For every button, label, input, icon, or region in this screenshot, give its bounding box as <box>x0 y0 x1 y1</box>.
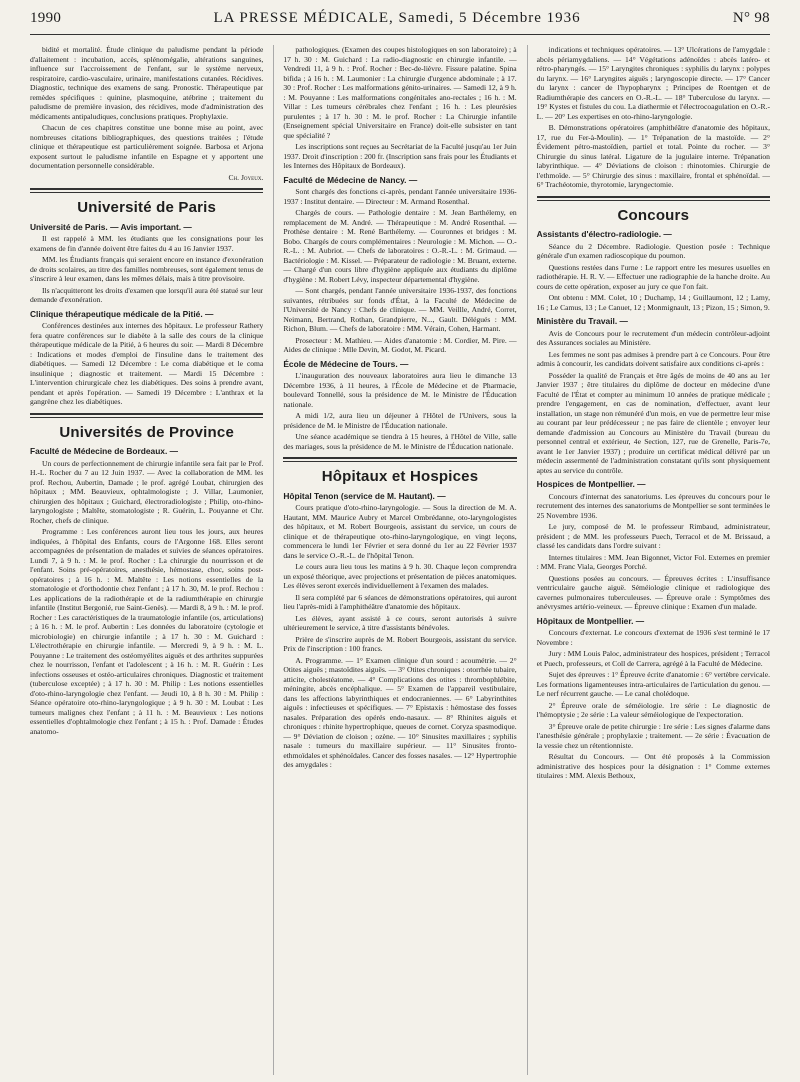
section-title-universites-province: Universités de Province <box>59 423 234 441</box>
paragraph: 3° Épreuve orale de petite chirurgie : 1re série : Les signes d'alarme dans l'anesthésie générale ; prophylaxie ; traitement. — 2e série : Évacuation de la vessie chez un rétentionniste. <box>536 721 770 750</box>
item-heading: Faculté de Médecine de Bordeaux. — <box>30 446 178 456</box>
column-3 <box>527 45 770 1075</box>
paragraph: Prosecteur : M. Mathieu. — Aides d'anatomie : M. Cordier, M. Pire. — Aides de clinique : Mlle Devin, M. Godot, M. Picard. <box>283 335 517 354</box>
paragraph: Les élèves, ayant assisté à ce cours, seront autorisés à suivre ultérieurement le service, à titre d'assistants bénévoles. <box>283 613 517 632</box>
section-title-hopitaux: Hôpitaux et Hospices <box>321 468 479 485</box>
page-year: 1990 <box>30 10 62 26</box>
paragraph: Les inscriptions sont reçues au Secrétariat de la Faculté jusqu'au 1er Juin 1937. Droit d'inscription : 200 fr. (Inscription sans frais pour les Étudiants et les Internes des Hôpitaux de Bordeaux). <box>283 142 517 170</box>
paragraph: Chacun de ces chapitres constitue une bonne mise au point, avec nombreuses citations bibliographiques, des questions traitées ; l'étude clinique et thérapeutique est particulièrement soignée. Barbosa et Arjona exposent surtout le paludisme infantile en Espagne et y apportent une documentation personnelle considérable. <box>30 123 264 170</box>
column-2 <box>273 45 516 1075</box>
paragraph: Jury : MM Louis Paloc, administrateur des hospices, président ; Terracol et Puech, professeurs, et Coll de Carrera, agrégé à la Faculté de Médecine. <box>536 649 770 668</box>
journal-title: LA PRESSE MÉDICALE, Samedi, 5 Décembre 1936 <box>213 10 581 26</box>
paragraph: L'inauguration des nouveaux laboratoires aura lieu le dimanche 13 Décembre 1936, à 11 heures, à l'École de Médecine et de Pharmacie, boulevard Tonnellé, sous la présidence de M. le Ministre de l'Éducation nationale. <box>283 371 517 409</box>
paragraph: Prière de s'inscrire auprès de M. Robert Bourgeois, assistant du service. Prix de l'inscription : 100 francs. <box>283 634 517 653</box>
paragraph: pathologiques. (Examen des coupes histologiques en son laboratoire) ; à 17 h. 30 : M. Guichard : La radio-diagnostic en chirurgie infantile. — Vendredi 11, à 9 h. : Prof. Rocher : Bec-de-lièvre. Fissure palatine. Spina bifida ; à 16 h. : M. Laumonier : La chirurgie d'urgence abdominale ; à 17. 30 : Prof. Rocher : Les malformations génito-urinaires. — Samedi 12, à 9 h. : M. Pouyanne : Les malformations congénitales ano-rectales ; 16 h. : M. Villar : Les tumeurs cérébrales chez l'enfant ; 16 h. : Les pleurésies purulentes ; à 17 h. 30 : M. le prof. Rocher : La Chirurgie infantile (Enseignement spécial Universitaire en France) doit-elle subsister en tant que spécialité ? <box>283 45 517 140</box>
paragraph: A midi 1/2, aura lieu un déjeuner à l'Hôtel de l'Univers, sous la présidence de M. le Ministre de l'Éducation nationale. <box>283 411 517 430</box>
paragraph: Le jury, composé de M. le professeur Rimbaud, administrateur, président ; de MM. les professeurs Puech, Terracol et de M. Brissaud, a classé les candidats dans l'ordre suivant : <box>536 522 770 550</box>
paragraph: 2° Épreuve orale de séméiologie. 1re série : Le diagnostic de l'hémoptysie ; 2e série : La valeur séméiologique de l'expectoration. <box>536 700 770 719</box>
section-divider <box>30 413 263 418</box>
section-divider <box>30 188 263 193</box>
paragraph: Un cours de perfectionnement de chirurgie infantile sera fait par le Prof. H.-L. Rocher du 7 au 12 Juin 1937. — Avec la collaboration de MM. les prof. Rechou, Aubertin, Damade ; le prof. agrégé Loubat, chirurgien des hôpitaux ; MM. Beauvieux, ophtalmologiste ; J. Villar, Laumonier, chirurgien des hôpitaux ; Guichard, électroradiologiste ; Philip, oto-rhino-laryngologiste ; Maltête, stomatologiste ; R. Guérin, L. Pouyanne et Chr. Rocher, chefs de clinique. <box>30 458 264 525</box>
paragraph: Les femmes ne sont pas admises à prendre part à ce Concours. Pour être admis à concourir, les candidats doivent satisfaire aux conditions ci-après : <box>536 349 770 368</box>
paragraph: Sont chargés des fonctions ci-après, pendant l'année universitaire 1936-1937 : Institut dentaire. — Directeur : M. Armand Rosenthal. <box>283 187 517 206</box>
item-heading: Faculté de Médecine de Nancy. — <box>283 174 418 185</box>
paragraph: — Sont chargés, pendant l'année universitaire 1936-1937, des fonctions suivantes, rétribuées sur fonds d'État, à la Faculté de Médecine de l'Université de Nancy : Chefs de clinique. — MM. Veillle, André, Corret, Neimann, Bertrand, Rothan, Grandpierre, N..., Gault. Délégués : MM. Richon, Blum. — Chefs de laboratoire : MM. Vérain, Cohen, Harmant. <box>283 286 517 333</box>
paragraph: Concours d'internat des sanatoriums. Les épreuves du concours pour le recrutement des internes des sanatoriums de Montpellier se sont terminées le 25 Novembre 1936. <box>536 491 770 520</box>
signature: Ch. Joyeux. <box>228 172 264 182</box>
paragraph: MM. les Étudiants français qui seraient encore en instance d'exonération de droits scolaires, au titre des familles nombreuses, sont également tenus de s'inscrire à leur examen, dans les mêmes délais, mais à titre provisoire. <box>30 255 264 283</box>
paragraph: Questions posées au concours. — Épreuves écrites : L'insuffisance ventriculaire gauche aiguë. Séméiologie clinique et radiologique des cavernes pulmonaires tuberculeuses. — Épreuve orale : Symptômes des anévrysmes artério-veineux. — Épreuve clinique : Examen d'un malade. <box>536 573 770 611</box>
section-divider <box>537 196 770 201</box>
paragraph: Résultat du Concours. — Ont été proposés à la Commission administrative des hospices pour la désignation : 1° Comme externes titulaires : MM. Alexis Bethoux, <box>536 752 770 780</box>
item-heading: Ministère du Travail. — <box>536 316 628 326</box>
paragraph: Conférences destinées aux internes des hôpitaux. Le professeur Rathery fera quatre conférences sur le diabète à la salle des cours de la clinique thérapeutique médicale de la Pitié, à 6 heures du soir. — Mardi 8 Décembre : Indications et modes d'emploi de l'insuline dans le traitement des diabétiques. — Samedi 12 Décembre : Le coma diabétique et le coma insulinique ; diagnostic et traitement. — Mardi 15 Décembre : L'intervention chirurgicale chez les diabétiques. Des soins à prendre avant, pendant et après l'opération. — Samedi 19 Décembre : L'anthrax et la gangrène chez les diabétiques. <box>30 321 264 406</box>
paragraph: Chargés de cours. — Pathologie dentaire : M. Jean Barthélemy, en remplacement de M. André. — Thérapeutique : M. André Rosenthal. — Prothèse dentaire : M. René Barthélemy. — Couronnes et bridges : M. Bobo. Chargés de cours complémentaires : Neurologie : M. Michon. — O.-R.-L. : M. Aubriot. — Chefs de laboratoires : O.-R.-L. : M. Grimaud. — Bactériologie : M. Kissel. — Préparateur de radiologie : M. Bruant, externe. — Chargé d'un cours libre d'hygiène appliquée aux étudiants du diplôme d'hygiène : M. Robert Lévy, inspecteur départemental d'hygiène. <box>283 208 517 284</box>
paragraph: Avis de Concours pour le recrutement d'un médecin contrôleur-adjoint des Assurances sociales au Ministère. <box>536 328 770 347</box>
issue-number: N° 98 <box>732 10 770 26</box>
paragraph: B. Démonstrations opératoires (amphithéâtre d'anatomie des hôpitaux, 17, rue du Fer-à-Moulin). — 1° Trépanation de la mastoïde. — 2° Évidement pétro-mastoïdien, partiel et total. Pointe du rocher. — 3° Chirurgie du sinus latéral. Ligature de la jugulaire interne. Trépanation labyrinthique. — 4° Déviations de cloison : rhinotomies. Chirurgie de l'ethmoïde. — 5° Chirurgie des sinus : maxillaire, frontal et sphénoïdal. — 6° Trachéotomie, thyrotomie, laryngectomie. <box>536 123 770 189</box>
section-title-universite-paris: Université de Paris <box>77 199 217 216</box>
paragraph: indications et techniques opératoires. — 13° Ulcérations de l'amygdale : abcès périamygdaliens. — 14° Végétations adénoïdes : abcès latéro- et rétro-pharyngés. — 15° Laryngites chroniques : syphilis du larynx : polypes du larynx. — 16° Laryngites aiguës ; laryngoscopie directe. — 17° Cancer du larynx : cancer de l'hypopharynx ; Principes de Roentgen et de Radiumthérapie des cancers en O.-R.-L. — 18° Tuberculose du larynx. — 19° Kystes et fistules du cou. La diathermie et l'électrocoagulation en O.-R.-L. — 20° Les expertises en oto-rhino-laryngologie. <box>536 45 770 121</box>
section-title-concours: Concours <box>617 206 690 224</box>
paragraph: Le cours aura lieu tous les matins à 9 h. 30. Chaque leçon comprendra un exposé théorique, avec projections et présentation de pièces anatomiques. Les élèves seront exercés individuellement à l'examen des malades. <box>283 562 517 590</box>
item-heading: École de Médecine de Tours. — <box>283 358 409 369</box>
paragraph: Ils n'acquitteront les droits d'examen que lorsqu'il aura été statué sur leur demande d'exonération. <box>30 285 264 304</box>
item-heading: Hôpitaux de Montpellier. — <box>536 615 645 626</box>
page-header <box>30 10 770 35</box>
paragraph: Séance du 2 Décembre. Radiologie. Question posée : Technique générale d'un examen radioscopique du poumon. <box>536 241 770 260</box>
item-heading: Hôpital Tenon (service de M. Hautant). — <box>283 490 446 501</box>
item-heading: Hospices de Montpellier. — <box>536 479 646 489</box>
paragraph: Une séance académique se tiendra à 15 heures, à l'Hôtel de Ville, salle des mariages, sous la présidence de M. le Ministre de l'Éducation nationale. <box>283 432 517 451</box>
column-1 <box>30 45 263 1075</box>
paragraph: Internes titulaires : MM. Jean Bigonnet, Victor Fol. Externes en premier : MM. Franc Viala, Georges Porché. <box>536 552 770 571</box>
paragraph: A. Programme. — 1° Examen clinique d'un sourd : acoumétrie. — 2° Otites aiguës ; mastoïdites aiguës. — 3° Otites chroniques : otorrhée tubaire, atticite, cholestéatome. — 4° Complications des otites : thrombophlébite, méningite, abcès encéphalique. — 5° Examen de l'appareil vestibulaire, dans les affections labyrinthiques et endocraniennes. — 6° Labyrinthites aiguës : infectieuses et spécifiques. — 7° Epistaxis : hémostase des fosses nasales. Préparation des opérés endo-nasaux. — 8° Rhinites aiguës et chroniques : rhinite hypertrophique, queues de cornet. Coryza spasmodique. — 9° Déviation de cloison ; ozène. — 10° Sinusites maxillaires ; syphilis nasale : tumeurs du maxillaire supérieur. — 11° Sinusites fronto-ethmoïdales et sphénoïdales. Cancer des fosses nasales. — 12° Hypertrophie des amygdales : <box>283 655 517 769</box>
item-heading: Université de Paris. — Avis important. — <box>30 221 192 232</box>
paragraph: Programme : Les conférences auront lieu tous les jours, aux heures indiquées, à l'hôpital des Enfants, cours de l'Argonne 168. Elles seront accompagnées de présentation de malades et suivies de séances opératoires. Lundi 7, à 9 h. : M. le prof. Rocher : La chirurgie du nourrisson et de l'enfant. Soins pré-opératoires, anesthésie, hémostase, choc, soins post-opératoires ; à 16 h. : M. Maltête : Les notions essentielles de la stomatologie et d'orthodontie chez l'enfant ; à 17 h. 30, M. le prof. Rechou : Les applications de la radiothérapie et de la radiumthérapie en chirurgie infantile (Institut Bergonié, rue Saint-Genès). — Mardi 8, à 9 h. : M. le prof. Rocher : Les caractéristiques de la traumatologie infantile (os, articulations) ; à 16 h. : M. le prof. Aubertin : Les données du laboratoire (cytologie et microbiologie) en chirurgie infantile ; à 17 h. 30 : M. Guichard : L'électrothérapie en chirurgie infantile. — Mercredi 9, à 9 h. : M. L. Pouyanne : Le traitement des ostéomyélites aiguës et des arthrites suppurées chez le nourrisson, l'enfant et l'adolescent ; à 16 h. : M. R. Guérin : Les infections osseuses et ostéo-articulaires chroniques. Diagnostic et traitement (tuberculose exceptée) ; à 17 h. 30 : M. Philip : Les notions essentielles d'oto-rhino-laryngologie chez l'enfant. — Jeudi 10, à 8 h. 30 : M. Philip : Séance opératoire oto-rhino-laryngologique ; à 9 h. 30 : M. Loubat : Les tumeurs malignes chez l'enfant ; à 11 h. : M. Beauvieux : Les notions essentielles d'ophtalmologie chez l'enfant ; à 15 h. : Prof. Damade : Études anatomo- <box>30 527 264 736</box>
paragraph: bidité et mortalité. Étude clinique du paludisme pendant la période d'allaitement : incubation, accès, splénomégalie, altérations sanguines, influence sur l'accroissement de l'enfant, sur le système nerveux, respiratoire, cardio-vasculaire, urinaire, manifestations cutanées. Récidives. Diagnostic, technique des examens de sang. Pronostic. Thérapeutique par remèdes spécifiques : quinine, plasmoquine, atébrine ; traitement du paludisme de première invasion, des récidives, mode d'administration des médicaments antipaludiques, conclusions pratiques. Prophylaxie. <box>30 45 264 121</box>
paragraph: Cours pratique d'oto-rhino-laryngologie. — Sous la direction de M. A. Hautant, MM. Maurice Aubry et Marcel Ombrédanne, oto-laryngologistes des hôpitaux, et M. Robert Bourgeois, assistant du service, un cours de clinique et de thérapeutique oto-rhino-laryngologique, en vingt leçons, commencera le lundi 1er Février et sera donné du 1er au 22 Février 1937 dans le service O.-R.-L. de l'hôpital Tenon. <box>283 503 517 560</box>
paragraph: Il sera complété par 6 séances de démonstrations opératoires, qui auront lieu l'après-midi à l'amphithéâtre d'anatomie des hôpitaux. <box>283 592 517 611</box>
item-heading: Assistants d'électro-radiologie. — <box>536 229 672 239</box>
paragraph: Posséder la qualité de Français et être âgés de moins de 40 ans au 1er Janvier 1937 ; être titulaires du diplôme de docteur en médecine d'une Faculté de l'État et compter au minimum 10 années de pratique médicale ; prendre l'engagement, en cas de nomination, d'effectuer, avant leur installation, un stage non rémunéré d'un mois, en vue de permettre leur mise au courant par leur prédécesseur ; ne pas faire de clientèle ; envoyer leur demande d'admission au Concours au Ministère du Travail (bureau du personnel central et extérieur, 4e Section, 127, rue de Grenelle, Paris-7e, avant le 1er Janvier 1937) ; produire un certificat médical délivré par un médecin assermenté de l'administration constatant qu'ils sont physiquement aptes au service du contrôle. <box>536 370 770 475</box>
paragraph: Questions restées dans l'urne : Le rapport entre les mesures usuelles en radiothérapie. H. R. V. — Effectuer une radiographie de la hanche droite. Au cours de cette opération, exposer au jury ce que l'on fait. <box>536 262 770 291</box>
item-heading: Clinique thérapeutique médicale de la Pitié. — <box>30 308 214 319</box>
paragraph: Concours d'externat. Le concours d'externat de 1936 s'est terminé le 17 Novembre : <box>536 628 770 647</box>
paragraph: Il est rappelé à MM. les étudiants que les consignations pour les examens de fin d'année doivent être faites du 4 au 16 Janvier 1937. <box>30 234 264 253</box>
section-divider <box>283 457 516 462</box>
paragraph: Ont obtenu : MM. Colet, 10 ; Duchamp, 14 ; Guillaumont, 12 ; Lamy, 16 ; Le Camus, 13 ; Le Canuet, 12 ; Monmignault, 13 ; Pizon, 15 ; Simon, 9. <box>536 293 770 312</box>
paragraph: Sujet des épreuves : 1° Épreuve écrite d'anatomie : 6° vertèbre cervicale. Les formations ligamenteuses intra-articulaires de l'articulation du genou. — Le nerf récurrent gauche. — Le canal cholédoque. <box>536 670 770 698</box>
